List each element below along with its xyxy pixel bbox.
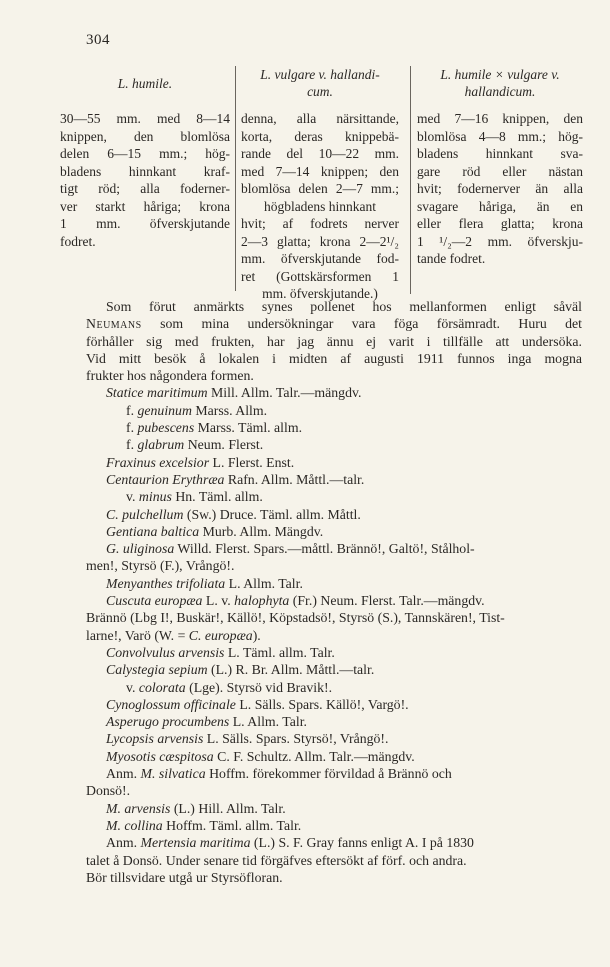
column-divider	[410, 66, 411, 294]
list-item: Anm. M. silvatica Hoffm. förekommer förvildad å Brännö och	[106, 766, 452, 782]
list-item: Fraxinus excelsior L. Flerst. Enst.	[106, 454, 295, 470]
list-item: f. genuinum Marss. Allm.	[126, 402, 268, 418]
list-item: Anm. Mertensia maritima (L.) S. F. Gray fanns enligt A. I på 1830	[106, 835, 474, 851]
column-text: 30—55 mm. med 8—14 knippen, den blomlösa delen 6—15 mm.; hög- bladens hinnkant kraf- tigt röd; alla foderner- ver starkt håriga; krona 1 mm. öfverskjutande fodret.	[60, 111, 230, 249]
species-list	[86, 384, 582, 886]
list-item: M. arvensis (L.) Hill. Allm. Talr.	[106, 800, 286, 816]
list-item: M. collina Hoffm. Täml. allm. Talr.	[106, 817, 302, 833]
list-item: Menyanthes trifoliata L. Allm. Talr.	[106, 575, 303, 591]
comparison-table	[60, 66, 583, 301]
list-item: Convolvulus arvensis L. Täml. allm. Talr.	[106, 644, 335, 660]
column-text: med 7—16 knippen, den blomlösa 4—8 mm.; hög- bladens hinnkant sva- gare röd eller nästan hvit; fodernerver än alla svagare håriga, än en eller flera glatta; krona 1 ¹/₂—2 mm. öfverskju- tande fodret.	[417, 111, 583, 266]
column-divider	[235, 66, 236, 291]
list-item: Statice maritimum Mill. Allm. Talr.—mängdv.	[106, 385, 362, 401]
list-item: Myosotis cæspitosa C. F. Schultz. Allm. Talr.—mängdv.	[106, 748, 415, 764]
list-item: Calystegia sepium (L.) R. Br. Allm. Måttl.—talr.	[106, 662, 375, 678]
column-heading: L. humile.	[117, 76, 173, 91]
list-item-continued: Donsö!.	[86, 783, 131, 799]
list-item-continued: Bör tillsvidare utgå ur Styrsöfloran.	[86, 869, 283, 885]
list-item-continued: talet å Donsö. Under senare tid förgäfves eftersökt af förf. och andra.	[86, 852, 467, 868]
column-hybrid	[417, 66, 583, 268]
list-item: Gentiana baltica Murb. Allm. Mängdv.	[106, 523, 324, 539]
column-humile	[60, 66, 230, 250]
paragraph: Som förut anmärkts synes pollenet hos mellanformen enligt såväl Neumans som mina undersökningar vara föga försämradt. Huru det förhåller sig med frukten, har jag ännu ej varit i tillfälle att undersöka. Vid mitt besök å lokalen i midten af augusti 1911 funnos inga mogna frukter hos någondera formen.	[86, 299, 582, 384]
column-vulgare-hallandicum	[241, 66, 399, 303]
list-item: Lycopsis arvensis L. Sälls. Spars. Styrsö!, Vrångö!.	[106, 731, 389, 747]
author-name: Neumans	[86, 316, 142, 332]
list-item: Centaurion Erythræa Rafn. Allm. Måttl.—talr.	[106, 471, 365, 487]
main-text	[86, 298, 582, 886]
list-item-continued: larne!, Varö (W. = C. europæa).	[86, 627, 261, 643]
list-item: Asperugo procumbens L. Allm. Talr.	[106, 714, 307, 730]
list-item: Cynoglossum officinale L. Sälls. Spars. Källö!, Vargö!.	[106, 696, 409, 712]
list-item-continued: men!, Styrsö (F.), Vrångö!.	[86, 558, 235, 574]
column-heading: L. humile × vulgare v. hallandicum.	[440, 67, 560, 99]
list-item: f. glabrum Neum. Flerst.	[126, 437, 264, 453]
list-item: G. uliginosa Willd. Flerst. Spars.—måttl. Brännö!, Galtö!, Stålhol-	[106, 541, 475, 557]
list-item-continued: Brännö (Lbg I!, Buskär!, Källö!, Köpstadsö!, Styrsö (S.), Tannskären!, Tist-	[86, 610, 505, 626]
list-item: v. minus Hn. Täml. allm.	[126, 489, 263, 505]
page-number: 304	[86, 32, 110, 48]
column-text: denna, alla närsittande, korta, deras knippebä- rande del 10—22 mm. med 7—14 knippen; den blomlösa delen 2—7 mm.; högbladens hinnkant hvit; af fodrets nerver 2—3 glatta; krona 2—2¹/₂ mm. öfverskjutande fod- ret (Gottskärsformen 1 mm. öfverskjutande.)	[241, 111, 399, 301]
list-item: Cuscuta europæa L. v. halophyta (Fr.) Neum. Flerst. Talr.—mängdv.	[106, 593, 485, 609]
list-item: v. colorata (Lge). Styrsö vid Bravik!.	[126, 679, 333, 695]
list-item: f. pubescens Marss. Täml. allm.	[126, 420, 303, 436]
column-heading: L. vulgare v. hallandi- cum.	[260, 67, 380, 99]
list-item: C. pulchellum (Sw.) Druce. Täml. allm. Måttl.	[106, 506, 361, 522]
